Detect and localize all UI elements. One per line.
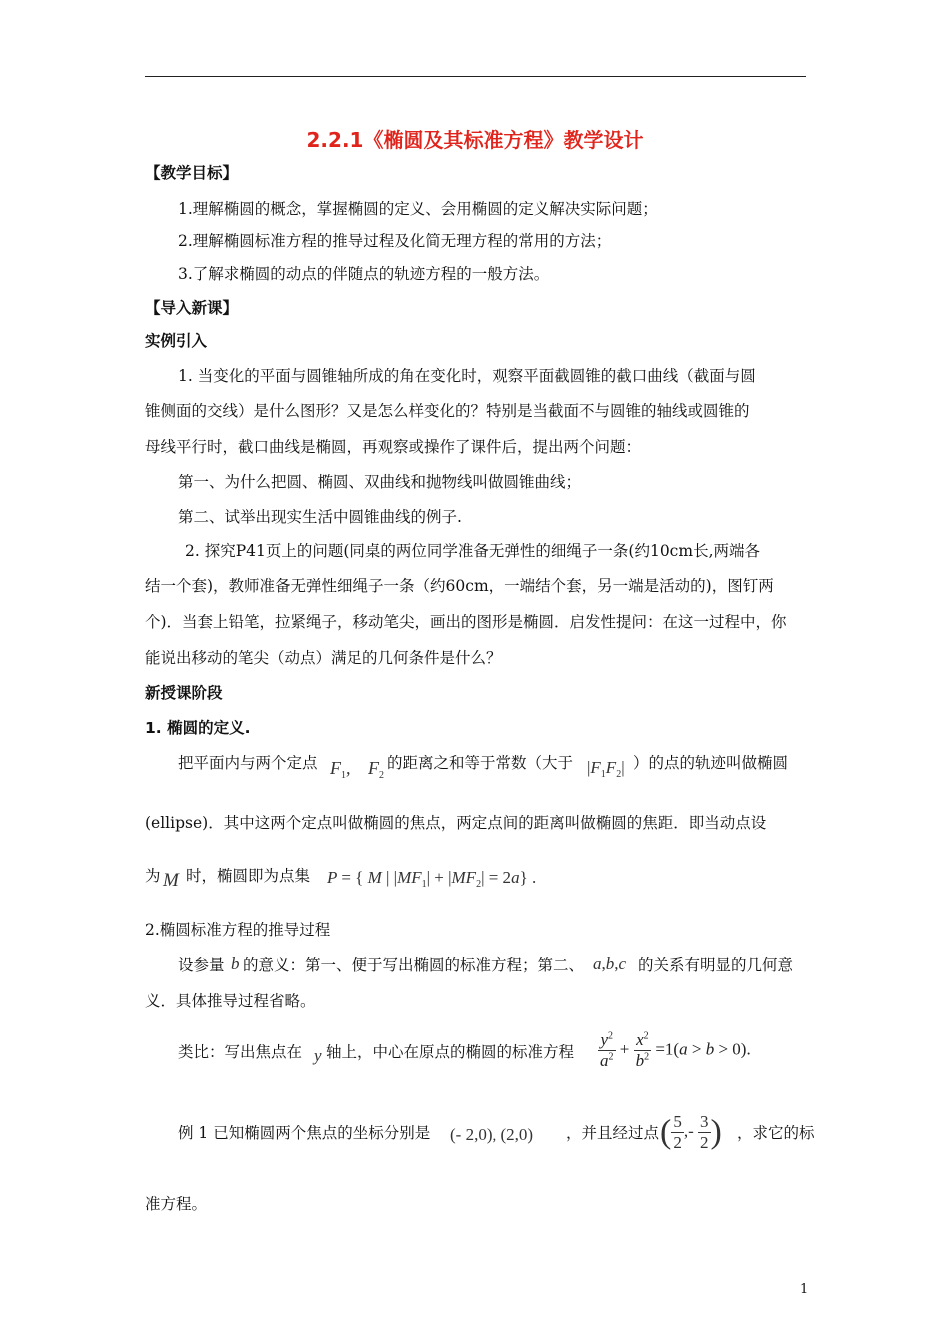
intro-para2-line2: 结一个套)，教师准备无弹性细绳子一条（约60cm，一端结个套，另一端是活动的)，图钉两	[145, 577, 774, 595]
math-abs-f1f2: $|F_1F_2|$	[587, 758, 625, 780]
math-point-coords: ( $\frac{5}{2}$ ,- $\frac{3}{2}$ )	[660, 1112, 722, 1152]
new-lesson-heading: 新授课阶段	[145, 684, 223, 702]
question-1: 第一、为什么把圆、椭圆、双曲线和抛物线叫做圆锥曲线；	[178, 473, 582, 491]
intro-para1-line1: 1. 当变化的平面与圆锥轴所成的角在变化时，观察平面截圆锥的截口曲线（截面与圆	[178, 367, 756, 385]
intro-para2-line4: 能说出移动的笔尖（动点）满足的几何条件是什么？	[145, 649, 502, 667]
objectives-heading: 【教学目标】	[145, 164, 239, 182]
example1-b: ，并且经过点	[566, 1124, 660, 1142]
def-line2: (ellipse)．其中这两个定点叫做椭圆的焦点，两定点间的距离叫做椭圆的焦距．即当动点设	[145, 814, 767, 832]
def-line3-a: 为	[145, 867, 161, 885]
math-point-m: M	[163, 870, 179, 891]
math-focus-f2: $F_2$	[368, 758, 384, 781]
intro-para1-line2: 锥侧面的交线）是什么图形？又是怎么样变化的？特别是当截面不与圆锥的轴线或圆锥的	[145, 402, 750, 420]
math-abc: a,b,c	[593, 954, 627, 973]
intro-para2-line1: 2. 探究P41页上的问题(同桌的两位同学准备无弹性的细绳子一条(约10cm长,两端各	[185, 542, 760, 560]
example1-c: ，求它的标	[737, 1124, 815, 1142]
math-focus-f1: $F_1$,	[330, 758, 351, 781]
derive-line1-a: 设参量	[178, 956, 225, 974]
def-line1-a: 把平面内与两个定点	[178, 754, 318, 772]
page-number: 1	[800, 1282, 809, 1297]
analogy-a: 类比：写出焦点在	[178, 1043, 303, 1061]
math-ellipse-equation: $\frac{y^2}{a^2}$ + $\frac{x^2}{b^2}$ =1(a > b > 0).	[600, 1030, 751, 1070]
math-set-p: P = { M | $|MF_1| + |MF_2| = 2a$} .	[327, 868, 537, 890]
document-title: 2.2.1《椭圆及其标准方程》教学设计	[306, 128, 644, 152]
intro-para2-line3: 个)．当套上铅笔，拉紧绳子，移动笔尖，画出的图形是椭圆．启发性提问：在这一过程中，你	[145, 613, 787, 631]
section2-heading: 2.椭圆标准方程的推导过程	[145, 921, 331, 939]
section1-heading: 1. 椭圆的定义.	[145, 719, 251, 737]
objective-1: 1.理解椭圆的概念，掌握椭圆的定义、会用椭圆的定义解决实际问题；	[178, 200, 658, 218]
example1-d: 准方程。	[145, 1195, 208, 1213]
example1-a: 例 1 已知椭圆两个焦点的坐标分别是	[178, 1124, 431, 1142]
question-2: 第二、试举出现实生活中圆锥曲线的例子.	[178, 508, 462, 526]
derive-line2: 义．具体推导过程省略。	[145, 992, 316, 1010]
math-y: y	[314, 1046, 322, 1065]
derive-line1-b: 的意义：第一、便于写出椭圆的标准方程；第二、	[243, 956, 585, 974]
objective-2: 2.理解椭圆标准方程的推导过程及化简无理方程的常用的方法；	[178, 232, 612, 250]
header-rule	[145, 76, 806, 77]
intro-para1-line3: 母线平行时，截口曲线是椭圆，再观察或操作了课件后，提出两个问题：	[145, 438, 642, 456]
def-line1-b: 的距离之和等于常数（大于	[387, 754, 574, 772]
math-focus-coords: (- 2,0), (2,0)	[450, 1125, 534, 1144]
example-intro-heading: 实例引入	[145, 332, 208, 350]
derive-line1-c: 的关系有明显的几何意	[638, 956, 794, 974]
def-line1-c: ）的点的轨迹叫做椭圆	[633, 754, 789, 772]
analogy-b: 轴上，中心在原点的椭圆的标准方程	[326, 1043, 575, 1061]
def-line3-b: 时，椭圆即为点集	[186, 867, 311, 885]
math-b: b	[231, 954, 240, 973]
intro-heading: 【导入新课】	[145, 299, 239, 317]
objective-3: 3.了解求椭圆的动点的伴随点的轨迹方程的一般方法。	[178, 265, 550, 283]
